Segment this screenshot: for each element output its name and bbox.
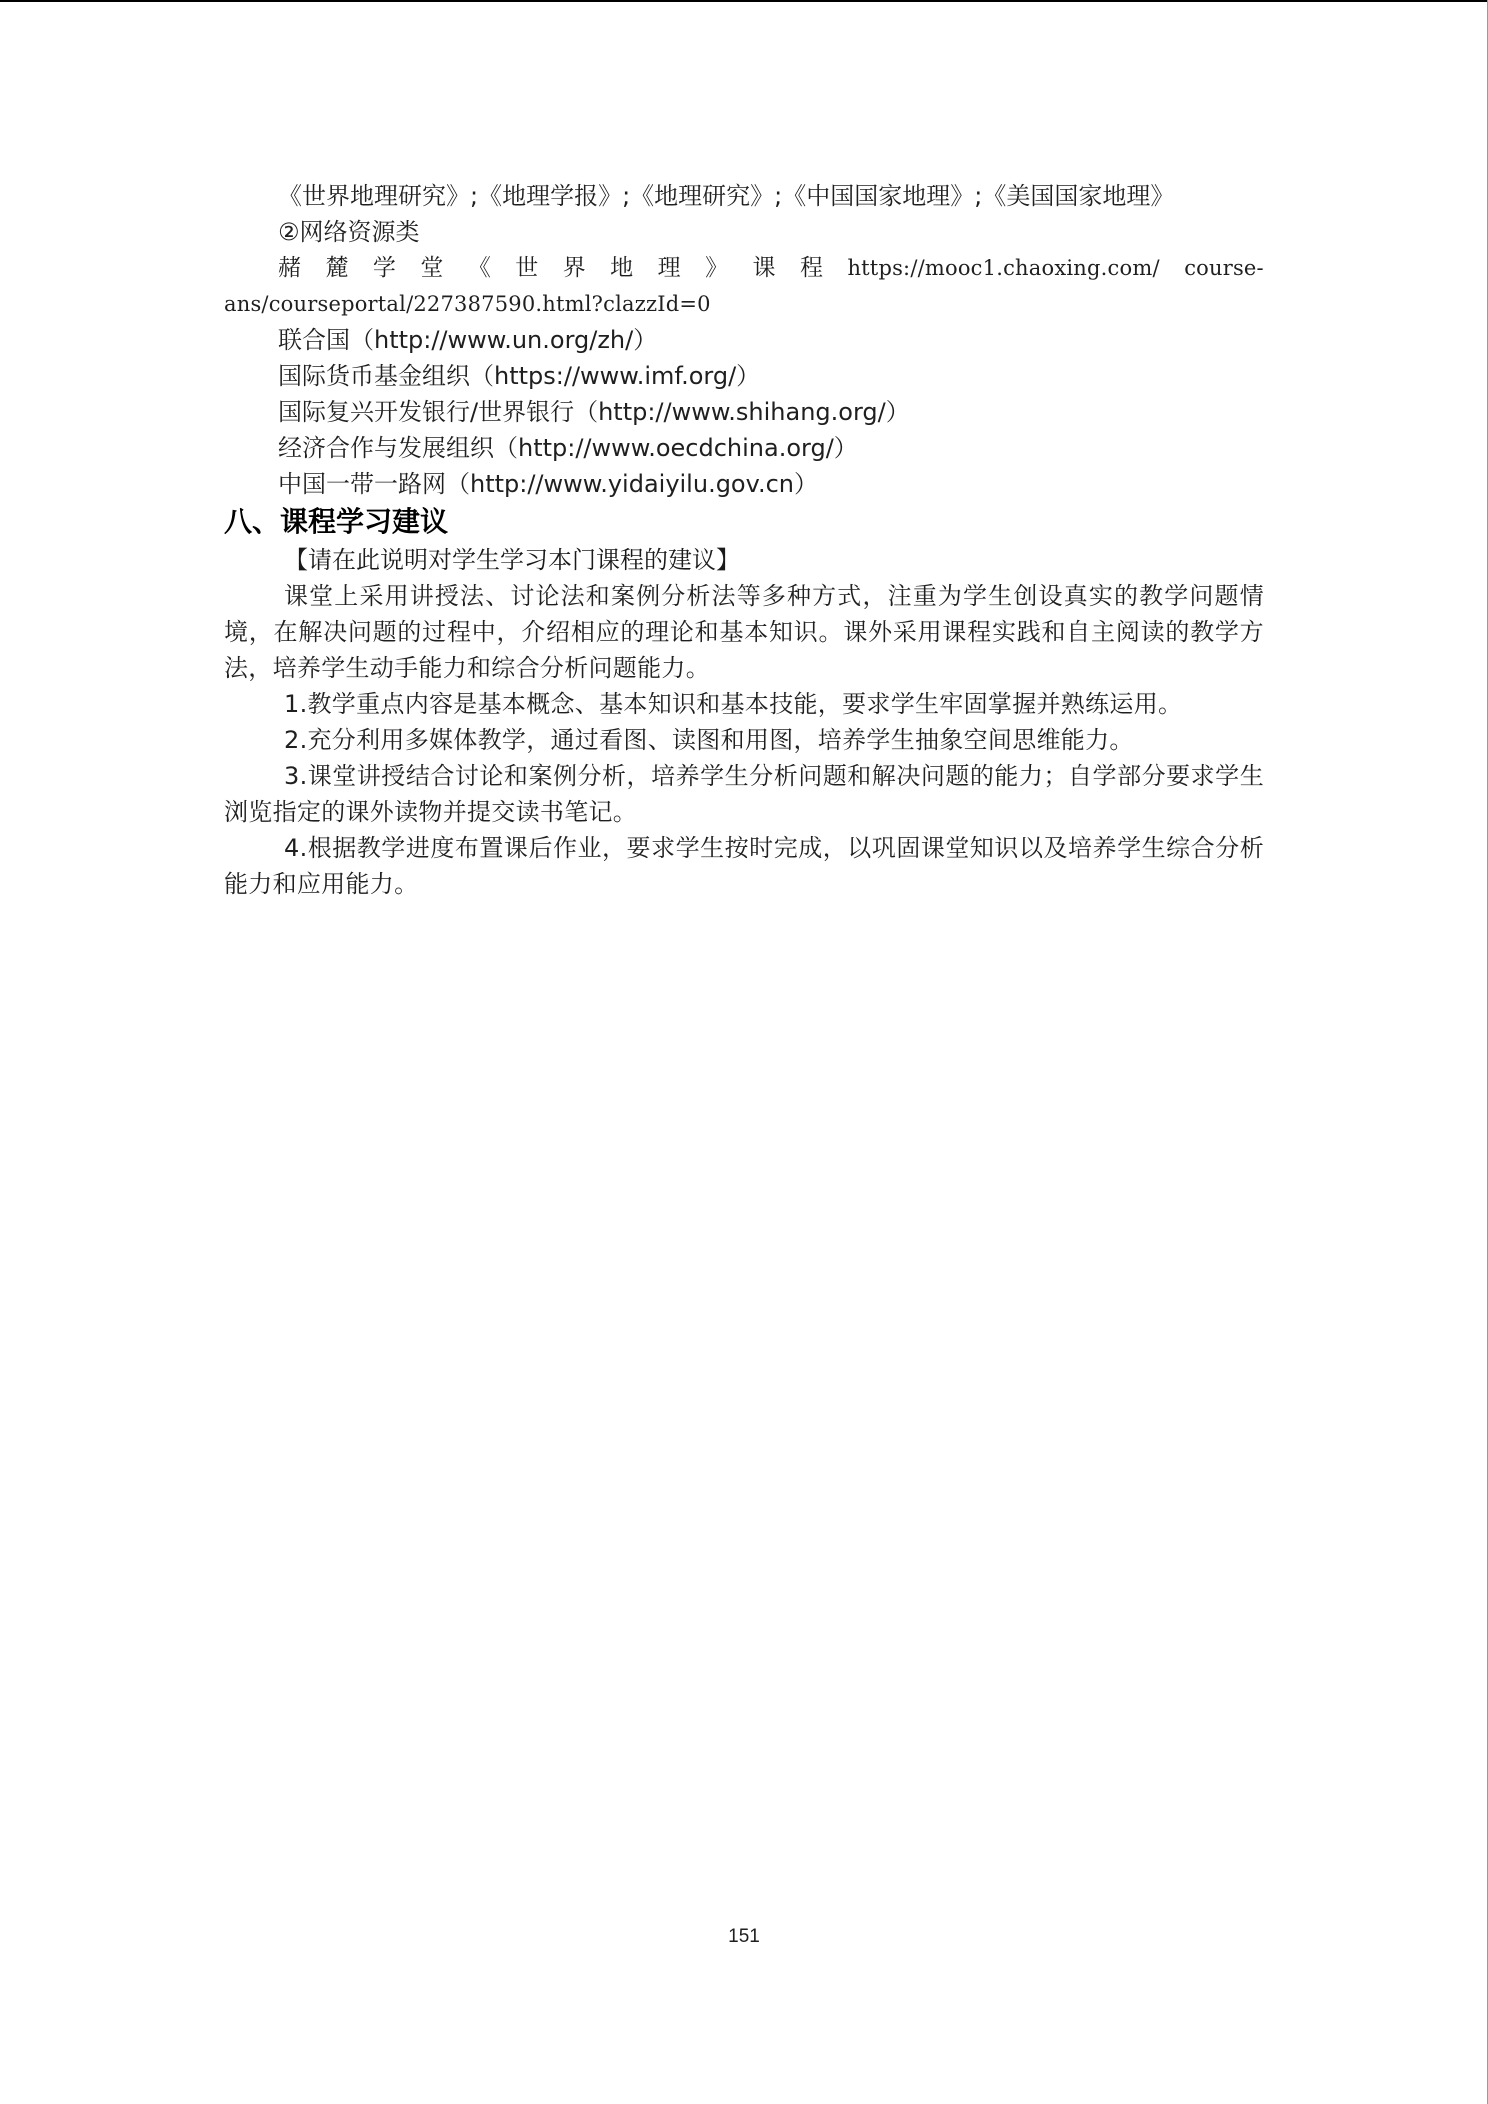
document-body (224, 178, 1264, 902)
course-link-char: 地 (610, 255, 634, 281)
course-link-char: 麓 (325, 255, 349, 281)
paragraph-item-3: 3.课堂讲授结合讨论和案例分析，培养学生分析问题和解决问题的能力；自学部分要求学生浏览指定的课外读物并提交读书笔记。 (224, 762, 1264, 826)
course-link-char: 课 (752, 255, 776, 281)
course-link-char: 世 (515, 255, 539, 281)
section-title: 八、课程学习建议 (224, 505, 449, 538)
network-resources-heading: ②网络资源类 (278, 218, 420, 246)
page-top-border (0, 0, 1488, 2)
link-oecd[interactable]: 经济合作与发展组织（http://www.oecdchina.org/） (278, 434, 858, 462)
course-link-char: 赭 (278, 255, 301, 281)
course-link-line (224, 250, 1264, 286)
course-link-char: 》 (705, 255, 729, 281)
link-yidaiyilu[interactable]: 中国一带一路网（http://www.yidaiyilu.gov.cn） (278, 470, 818, 498)
link-un[interactable]: 联合国（http://www.un.org/zh/） (278, 326, 658, 354)
course-link-char: 学 (372, 255, 396, 281)
course-link-char: 堂 (420, 255, 444, 281)
link-imf[interactable]: 国际货币基金组织（https://www.imf.org/） (278, 362, 761, 390)
page-number: 151 (728, 1926, 760, 1947)
paragraph-intro: 课堂上采用讲授法、讨论法和案例分析法等多种方式，注重为学生创设真实的教学问题情境，在解决问题的过程中，介绍相应的理论和基本知识。课外采用课程实践和自主阅读的教学方法，培养学生动手能力和综合分析问题能力。 (224, 582, 1264, 682)
paragraph-item-2: 2.充分利用多媒体教学，通过看图、读图和用图，培养学生抽象空间思维能力。 (284, 726, 1134, 754)
course-link-char: 理 (657, 255, 681, 281)
link-world-bank[interactable]: 国际复兴开发银行/世界银行（http://www.shihang.org/） (278, 398, 910, 426)
section-note: 【请在此说明对学生学习本门课程的建议】 (284, 546, 740, 574)
course-link-char: 《 (467, 255, 491, 281)
course-link-char: 界 (562, 255, 586, 281)
course-link-char: 程 (799, 255, 823, 281)
course-url-part1[interactable]: https://mooc1.chaoxing.com/ (847, 256, 1160, 280)
journal-list: 《世界地理研究》;《地理学报》;《地理研究》;《中国国家地理》;《美国国家地理》 (278, 182, 1175, 210)
course-url-continuation[interactable]: ans/courseportal/227387590.html?clazzId=0 (224, 292, 711, 316)
paragraph-item-1: 1.教学重点内容是基本概念、基本知识和基本技能，要求学生牢固掌握并熟练运用。 (284, 690, 1183, 718)
paragraph-item-4: 4.根据教学进度布置课后作业，要求学生按时完成，以巩固课堂知识以及培养学生综合分析能力和应用能力。 (224, 834, 1264, 898)
course-url-part2[interactable]: course- (1184, 256, 1264, 280)
